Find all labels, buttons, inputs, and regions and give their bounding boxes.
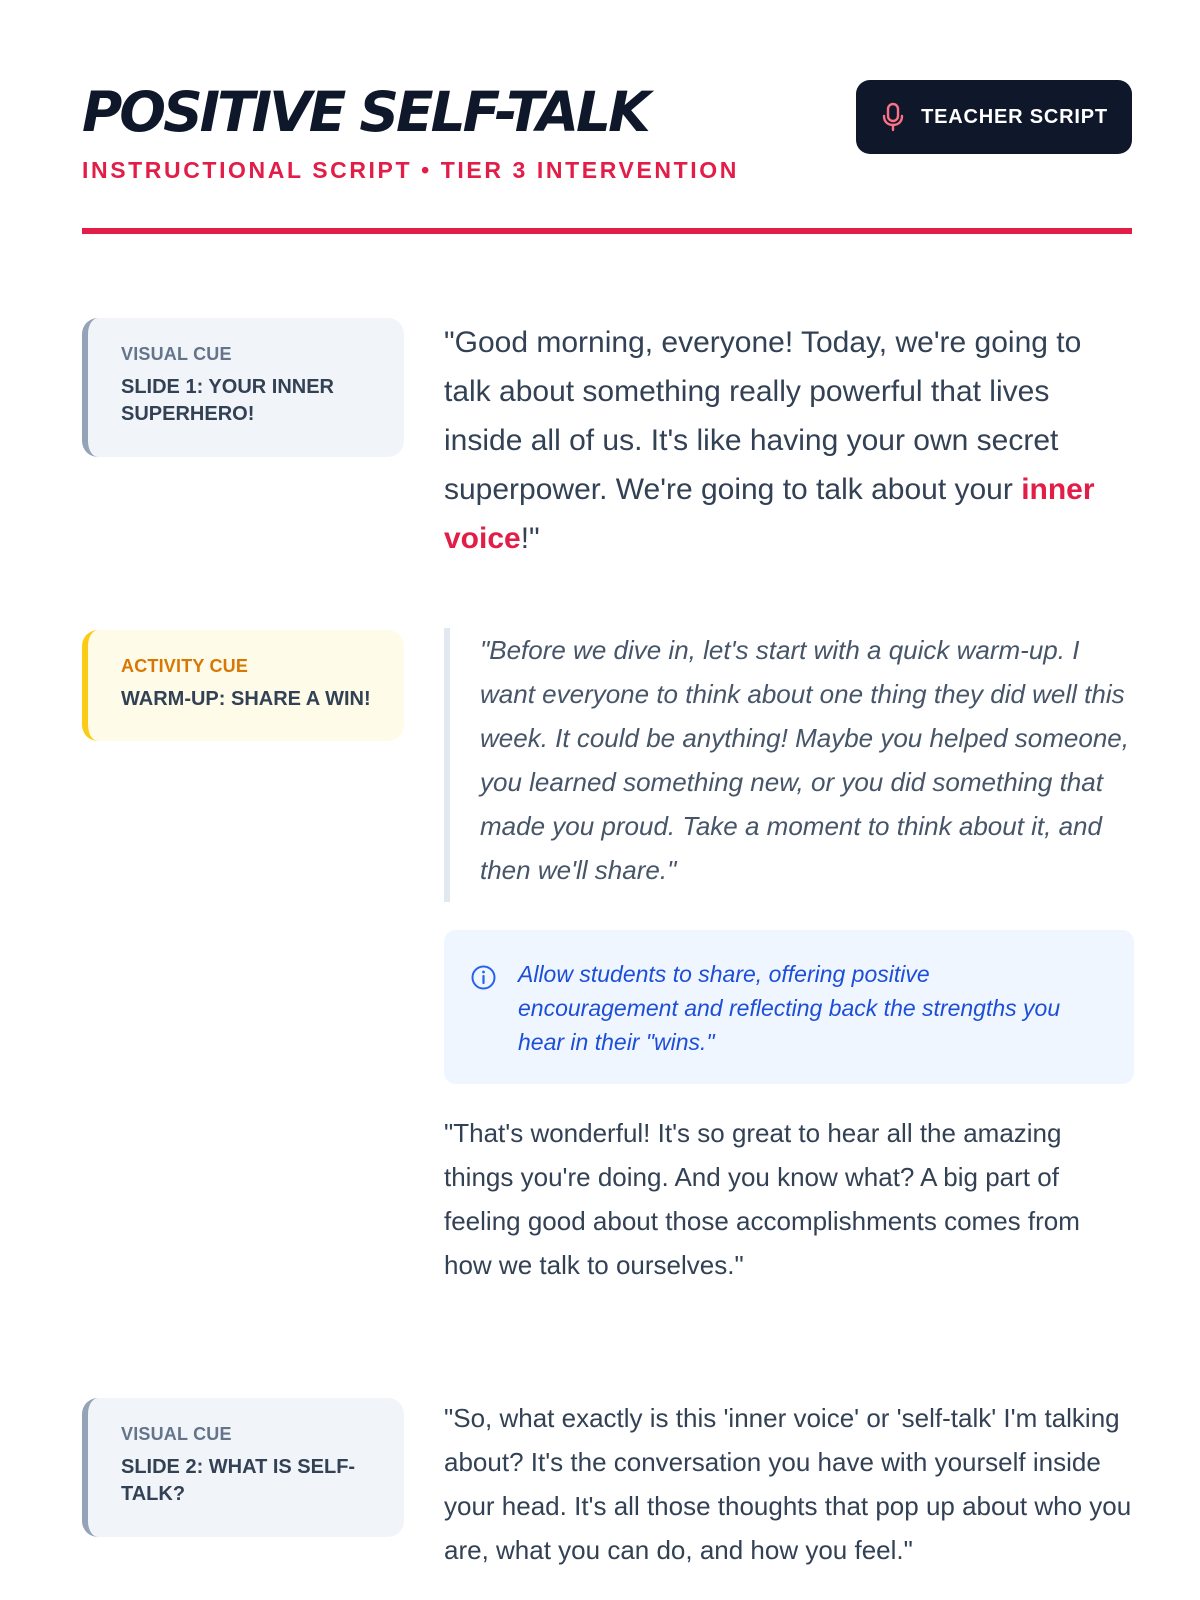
highlighted-phrase: inner voice <box>444 473 1095 555</box>
page-header <box>82 80 1132 230</box>
quoted-instruction: "Before we dive in, let's start with a quick warm-up. I want everyone to think about one thing they did well this week. It could be anything! Maybe you helped someone, you learned something new, or you did something that made you proud. Take a moment to think about it, and then we'll share." <box>444 628 1134 902</box>
visual-cue-card <box>82 1398 404 1537</box>
visual-cue-card <box>82 318 404 457</box>
cue-type-label: VISUAL CUE <box>121 1424 232 1444</box>
script-paragraph <box>444 318 1134 563</box>
header-divider <box>82 228 1132 234</box>
cue-title: SLIDE 2: WHAT IS SELF-TALK? <box>121 1456 356 1505</box>
script-text: "Good morning, everyone! Today, we're going to talk about something really powerful that lives inside all of us. It's like having your own secret superpower. We're going to talk about your <box>444 326 1082 506</box>
teacher-note <box>444 930 1134 1084</box>
script-paragraph: "That's wonderful! It's so great to hear all the amazing things you're doing. And you know what? A big part of feeling good about those accomplishments comes from how we talk to ourselves." <box>444 1118 1080 1280</box>
page-subtitle: INSTRUCTIONAL SCRIPT • TIER 3 INTERVENTION <box>82 157 739 183</box>
cue-type-label: VISUAL CUE <box>121 344 232 364</box>
activity-cue-card <box>82 630 404 741</box>
teacher-note-text: Allow students to share, offering positive encouragement and reflecting back the strengths you hear in their "wins." <box>518 961 1061 1055</box>
cue-type-label: ACTIVITY CUE <box>121 656 249 676</box>
microphone-icon <box>880 102 906 132</box>
teacher-script-button[interactable] <box>856 80 1132 154</box>
script-paragraph: "So, what exactly is this 'inner voice' or 'self-talk' I'm talking about? It's the conversation you have with yourself inside your head. It's all those thoughts that pop up about who you are, what you can do, and how you feel." <box>444 1403 1132 1565</box>
script-text-end: !" <box>520 522 540 555</box>
cue-title: WARM-UP: SHARE A WIN! <box>121 688 371 710</box>
info-icon <box>470 964 497 991</box>
page-title: POSITIVE SELF-TALK <box>82 80 648 144</box>
cue-title: SLIDE 1: YOUR INNER SUPERHERO! <box>121 376 334 425</box>
teacher-script-label: TEACHER SCRIPT <box>921 105 1108 128</box>
